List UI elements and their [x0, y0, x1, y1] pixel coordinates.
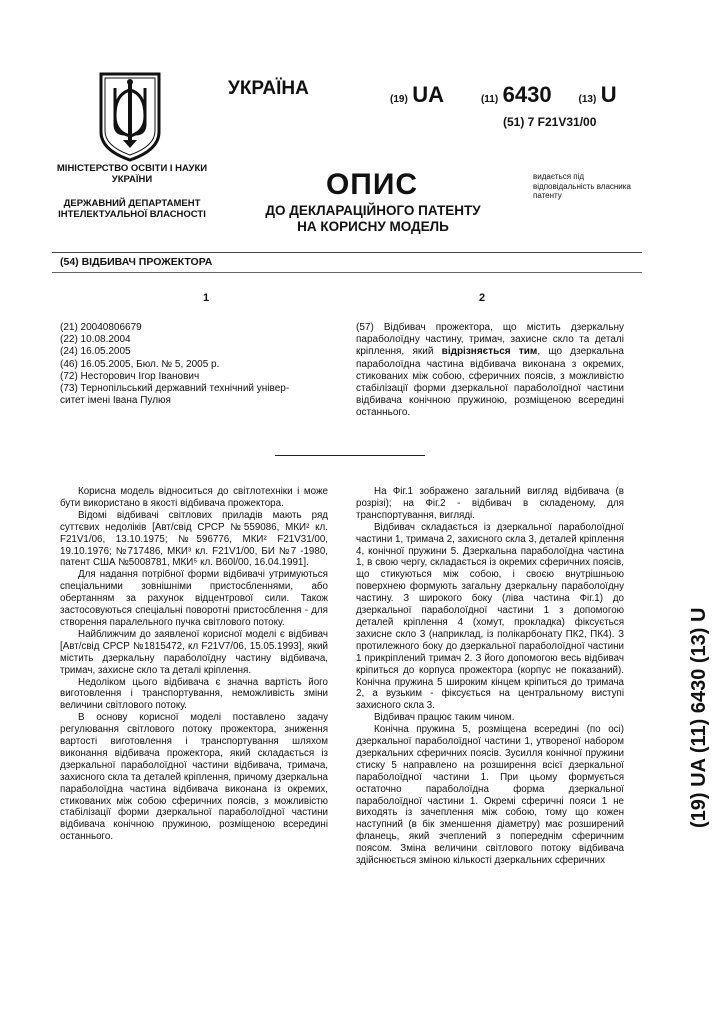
issued-note: видається під відповідальність власника патенту: [533, 172, 631, 200]
invention-title: (54) ВІДБИВАЧ ПРОЖЕКТОРА: [60, 256, 213, 268]
abstract-part-1: (57) Відбивач прожектора, що містить дзеркальну параболоїдну частину, тримач, захисне скло та деталі кріплення, який: [356, 322, 624, 358]
title-divider-bottom: [52, 272, 642, 273]
paragraph: Відомі відбивачі світлових приладів мають ряд суттєвих недоліків [Авт/свід СРСР №559086, МКИ² кл. F21V1/06, 13.10.1975; №596776, МКИ² F21V31/00, 19.10.1976; №717486, МКИ³ кл. F21V1/00, БИ №7 -1980, патент США №5008781, МКИ⁵ кл. B60l/00, 16.04.1991].: [60, 509, 328, 569]
abstract-part-2: , що дзеркальна параболоїдна частина відбивача виконана з окремих, стикованих між собою, сферичних поясів, з можливістю стабілізації форми дзеркальної параболоїдної частини відбивача конічною пружиною, розміщеною всередині останнього.: [356, 346, 624, 419]
paragraph: В основу корисної моделі поставлено задачу регулювання світлового потоку прожектора, зниження вартості виготовлення і транспортування шляхом виконання відбивача прожектора, який складається із дзеркальної параболоїдної частини відбивача, тримача, захисного скла та деталей кріплення, причому дзеркальна параболоїдна частина відбивача виконана із окремих, стикованих між собою сферичних поясів, з можливістю стабілізації форми дзеркальної параболоїдної частини відбивача конічною пружиною, розміщеною всередині останнього.: [60, 712, 328, 843]
paragraph: Корисна модель відноситься до світлотехніки і може бути використано в якості відбивача прожектора.: [60, 486, 328, 509]
claim-abstract: [356, 322, 624, 420]
ipc-class: (51) 7 F21V31/00: [503, 115, 597, 129]
department-name: ДЕРЖАВНИЙ ДЕПАРТАМЕНТ ІНТЕЛЕКТУАЛЬНОЇ ВЛАСНОСТІ: [58, 198, 206, 220]
country-code: UA: [412, 82, 445, 107]
paragraph: Недоліком цього відбивача є значна вартість його виготовлення і транспортування, неможливість зміни величини світлового потоку.: [60, 676, 328, 712]
paragraph: Відбивач працює таким чином.: [374, 712, 515, 724]
country-name: УКРАЇНА: [228, 78, 309, 99]
ministry-name: МІНІСТЕРСТВО ОСВІТИ І НАУКИ УКРАЇНИ: [56, 163, 208, 185]
description-column-right: [356, 486, 624, 867]
patent-number: 6430: [502, 82, 552, 107]
title-divider-top: [52, 252, 642, 253]
kind-code: U: [600, 82, 617, 107]
column-number-right: 2: [479, 292, 486, 304]
code-13: (13): [578, 94, 597, 105]
coat-of-arms-icon: [95, 70, 165, 162]
column-number-left: 1: [203, 292, 210, 304]
description-column-left: [60, 486, 328, 843]
abstract-emphasis: відрізняється тим: [441, 346, 538, 358]
biblio-line: (22) 10.08.2004: [60, 334, 131, 346]
biblio-line: (72) Несторович Ігор Іванович: [60, 370, 200, 382]
code-11: (11): [480, 94, 499, 105]
document-subtitle-line-1: ДО ДЕКЛАРАЦІЙНОГО ПАТЕНТУ: [265, 203, 481, 218]
document-subtitle: [238, 203, 508, 235]
biblio-line: (21) 20040806679: [60, 322, 142, 333]
side-code-text: (19) UA (11) 6430 (13) U: [688, 607, 710, 828]
patent-id-line: [390, 82, 630, 108]
biblio-line: (24) 16.05.2005: [60, 346, 131, 358]
biblio-line: (73) Тернопільський державний технічний універ-: [60, 383, 290, 395]
side-patent-code: [688, 578, 712, 828]
document-subtitle-line-2: НА КОРИСНУ МОДЕЛЬ: [297, 219, 449, 234]
document-title: ОПИС: [325, 168, 419, 201]
biblio-line: (46) 16.05.2005, Бюл. № 5, 2005 р.: [60, 358, 220, 370]
paragraph: Конічна пружина 5, розміщена всередині (по осі) дзеркальної параболоїдної частини 1, утвореної набором дзеркальних сферичних поясів. Зусилля конічної пружини стиску 5 направлено на розширення всієї дзеркальної параболоїдної частини 1. При цьому формується остаточно параболоїдна форма дзеркальної параболоїдної частини 1. Окремі сферичні пояси 1 не виходять із зачеплення між собою, тому що кожен наступний (в бік зменшення діаметру) має розширений фланець, який зчеплений з попереднім сферичним поясом. Зміна величини світлового потоку відбивача здійснюється зміною кількості дзеркальних сферичних: [356, 724, 624, 867]
section-divider: [275, 455, 425, 456]
biblio-line: ситет імені Івана Пулюя: [60, 395, 171, 407]
code-19: (19): [390, 94, 408, 105]
paragraph: Відбивач складається із дзеркальної параболоїдної частини 1, тримача 2, захисного скла 3, деталей кріплення 4, конічної пружини 5. Дзеркальна параболоїдна частина 1, в свою чергу, складається із окремих сферичних поясів, що стикуються між собою, і своєю внутрішньою поверхнею формують загальну дзеркальну параболоїдну частину. З широкого боку (ліва частина Фіг.1) до дзеркальної параболоїдної частини 1 з допомогою деталей кріплення 4 (хомут, прокладка) фіксується захисне скло 3 (наприклад, із полікарбонату ПК2, ПК4). З протилежного боку до дзеркальної параболоїдної частини 1 прикріплений тримач 2. З його допомогою весь відбивач кріпиться до корпуса прожектора (корпус не показаний). Конічна пружина 5 широким кінцем кріпиться до тримача 2, а вузьким - фіксується на центральному виступі захисного скла 3.: [356, 521, 624, 712]
bibliographic-data: [60, 322, 328, 407]
paragraph: На Фіг.1 зображено загальний вигляд відбивача (в розрізі); на Фіг.2 - відбивач в складеному, для транспортування, вигляді.: [356, 486, 624, 521]
paragraph: Найближчим до заявленої корисної моделі є відбивач [Авт/свід СРСР №1815472, кл F21V7/06, 15.05.1993], який містить дзеркальну параболоїдну частину відбивача, тримач, захисне скло та деталі кріплення.: [60, 628, 328, 676]
paragraph: Для надання потрібної форми відбивачі утримуються спеціальними зовнішніми пристосбленнями, або обертанням за рахунок відцентрової сили. Також застосовуються спеціальні поворотні пристосблення - для створення паралельного пучка світлового потоку.: [60, 569, 328, 628]
